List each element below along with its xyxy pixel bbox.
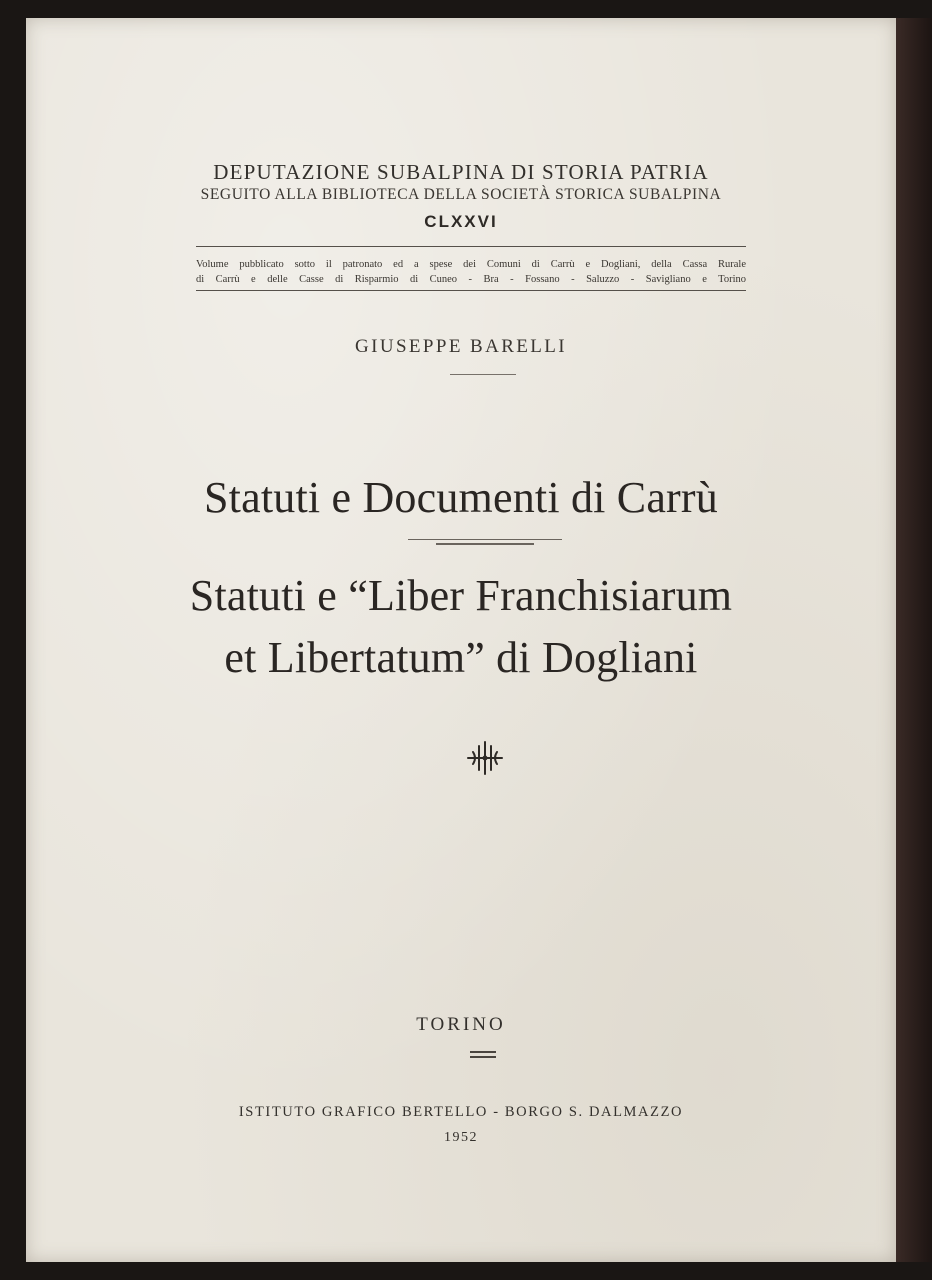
patronage-line-1: Volume pubblicato sotto il patronato ed a spese dei Comuni di Carrù e Dogliani, della Cassa Rurale <box>196 259 746 270</box>
society-name: DEPUTAZIONE SUBALPINA DI STORIA PATRIA <box>213 160 709 184</box>
fleuron-ornament-icon <box>465 740 505 776</box>
bottom-divider <box>196 290 746 291</box>
title-dogliani-line-1: Statuti e “Liber Franchisiarum <box>189 571 733 620</box>
title-carru: Statuti e Documenti di Carrù <box>204 473 718 522</box>
publication-city: TORINO <box>416 1014 506 1035</box>
city-double-rule-top <box>470 1051 496 1053</box>
city-double-rule-bottom <box>470 1056 496 1058</box>
series-continuation: SEGUITO ALLA BIBLIOTECA DELLA SOCIETÀ STORICA SUBALPINA <box>200 186 722 203</box>
publisher-name: ISTITUTO GRAFICO BERTELLO - BORGO S. DALMAZZO <box>238 1104 684 1120</box>
author-underline <box>450 374 516 375</box>
book-edge-shadow <box>896 18 932 1262</box>
publication-year: 1952 <box>444 1130 478 1145</box>
title-separator-thin <box>408 539 562 540</box>
patronage-line-2: di Carrù e delle Casse di Risparmio di Cuneo - Bra - Fossano - Saluzzo - Savigliano e Torino <box>196 274 746 285</box>
title-dogliani-line-2: et Libertatum” di Dogliani <box>224 633 698 682</box>
series-number: CLXXVI <box>424 212 498 231</box>
book-cover <box>26 18 896 1262</box>
author-name: GIUSEPPE BARELLI <box>354 336 568 357</box>
patronage-note <box>196 257 746 287</box>
top-divider <box>196 246 746 247</box>
title-separator-thick <box>436 543 534 545</box>
